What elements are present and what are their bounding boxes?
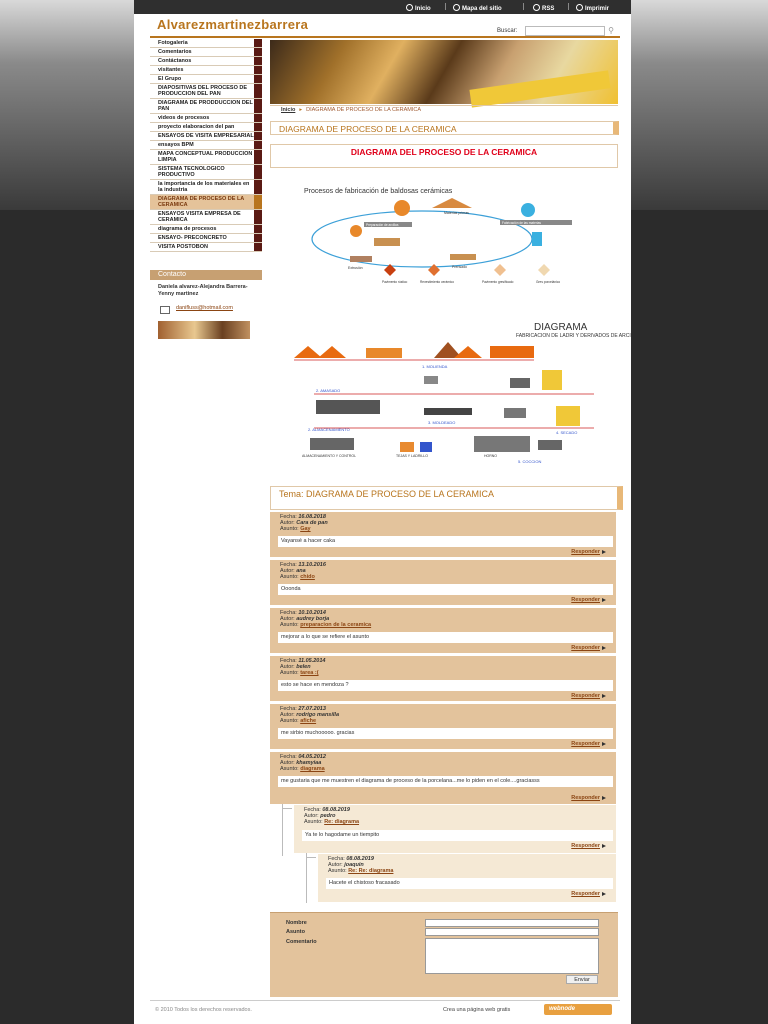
sidebar-item-active[interactable]: DIAGRAMA DE PROCESO DE LA CERAMICA (150, 195, 262, 210)
page-title: DIAGRAMA DE PROCESO DE LA CERAMICA (279, 124, 457, 134)
reply-button[interactable]: Responder (571, 597, 606, 603)
contact-header: Contacto (150, 270, 262, 280)
breadcrumb: Inicio ▸ DIAGRAMA DE PROCESO DE LA CERAMICA (281, 107, 422, 113)
sidebar-item[interactable]: Contáctanos (150, 57, 262, 66)
sidebar-item[interactable]: videos de procesos (150, 114, 262, 123)
webnode-button[interactable]: webnode (544, 1004, 612, 1015)
search-icon[interactable]: ⚲ (608, 26, 614, 35)
sidebar-item[interactable]: ENSAYOS DE VISITA EMPRESARIAL (150, 132, 262, 141)
svg-text:5. COCCION: 5. COCCION (518, 459, 542, 464)
sidebar-item[interactable]: visitantes (150, 66, 262, 75)
comment-subject-link[interactable]: tarea :( (300, 670, 319, 677)
top-link-inicio[interactable]: Inicio (406, 4, 431, 12)
reply-button[interactable]: Responder (571, 645, 606, 651)
name-input[interactable] (425, 919, 599, 927)
comment: Fecha: 11.05.2014 Autor: belen Asunto: tarea :( esto se hace en mendoza ? Responder (270, 656, 616, 701)
sidebar-item[interactable]: SISTEMA TECNOLOGICO PRODUCTIVO (150, 165, 262, 180)
comment-subject-link[interactable]: Re: Re: diagrama (348, 868, 394, 875)
home-icon (406, 4, 413, 11)
sidebar-item[interactable]: Comentarios (150, 48, 262, 57)
name-label: Nombre (286, 920, 307, 926)
reply-button[interactable]: Responder (571, 795, 606, 801)
search-input[interactable] (525, 26, 605, 36)
comment-body: me sirbio muchooooo. gracias (278, 728, 613, 739)
comment: Fecha: 10.10.2014 Autor: audrey borja Asunto: preparacion de la ceramica mejorar a lo que se refiere el asunto Responder (270, 608, 616, 653)
sidebar-item[interactable]: DIAPOSITIVAS DEL PROCESO DE PRODUCCION DEL PAN (150, 84, 262, 99)
svg-text:FABRICACION DE LADRI Y DERIVAD: FABRICACION DE LADRI Y DERIVADOS DE ARCI (516, 333, 631, 339)
reply-button[interactable]: Responder (571, 549, 606, 555)
contact-name: Daniela alvarez-Alejandra Barrera-Yenny martinez (158, 284, 248, 297)
comment-body: esto se hace en mendoza ? (278, 680, 613, 691)
breadcrumb-current: DIAGRAMA DE PROCESO DE LA CERAMICA (306, 107, 422, 113)
sidebar-item[interactable]: diagrama de procesos (150, 225, 262, 234)
comment-form (270, 912, 618, 997)
brick-manufacturing-diagram (294, 320, 631, 468)
comment-subject-link[interactable]: diagrama (300, 766, 325, 773)
comment-body: mejorar a lo que se refiere el asunto (278, 632, 613, 643)
svg-text:TEJAS Y LADRILLO: TEJAS Y LADRILLO (396, 454, 428, 458)
svg-text:3. MOLDEADO: 3. MOLDEADO (428, 420, 456, 425)
comment-body: me gustaria que me muestren el diagrama de proceso de la porcelana...me lo piden en el cole....graciasss (278, 776, 613, 787)
diagram2-title: DIAGRAMA (534, 322, 588, 333)
svg-text:Revestimiento cerámico: Revestimiento cerámico (420, 280, 455, 284)
svg-text:Extrusión: Extrusión (348, 266, 363, 270)
page-title-box (270, 121, 619, 135)
reply-button[interactable]: Responder (571, 693, 606, 699)
mail-icon (160, 306, 170, 314)
svg-text:2. AMASADO: 2. AMASADO (316, 388, 341, 393)
reply-button[interactable]: Responder (571, 891, 606, 897)
send-button[interactable]: Enviar (566, 975, 598, 984)
svg-text:4. SECADO: 4. SECADO (556, 430, 578, 435)
comment: Fecha: 16.08.2018 Autor: Cara de pan Asunto: Gay Vayansé a hacer caka Responder (270, 512, 616, 557)
svg-text:Pavimento rústico: Pavimento rústico (382, 280, 408, 284)
comment-body: Hacete el chistoso fracasado (326, 878, 613, 889)
top-bar (134, 0, 631, 14)
sidebar-item[interactable]: la importancia de los materiales en la industria (150, 180, 262, 195)
sidebar-item[interactable]: VISITA POSTOBON (150, 243, 262, 252)
svg-text:1. MOLIENDA: 1. MOLIENDA (422, 364, 448, 369)
comment-subject-link[interactable]: afiche (300, 718, 317, 725)
rss-icon (533, 4, 540, 11)
sidebar-item[interactable]: ENSAYOS VISITA EMPRESA DE CERAMICA (150, 210, 262, 225)
top-link-imprimir[interactable]: Imprimir (576, 4, 609, 12)
subject-input[interactable] (425, 928, 599, 936)
reply-button[interactable]: Responder (571, 843, 606, 849)
print-icon (576, 4, 583, 11)
sidebar-item[interactable]: proyecto elaboracion del pan (150, 123, 262, 132)
svg-text:HORNO: HORNO (484, 454, 498, 458)
comment-subject-link[interactable]: chido (300, 574, 315, 581)
content-heading-box (270, 144, 618, 168)
top-link-rss[interactable]: RSS (533, 4, 554, 12)
svg-text:ALMACENAMIENTO Y CONTROL: ALMACENAMIENTO Y CONTROL (302, 454, 357, 458)
contact-email-link[interactable]: danifluss@hotmail.com (176, 305, 233, 311)
sidebar-item[interactable]: ensayos BPM (150, 141, 262, 150)
svg-text:Fabricación de las materias: Fabricación de las materias (502, 221, 541, 225)
sidebar-item[interactable]: MAPA CONCEPTUAL PRODUCCION LIMPIA (150, 150, 262, 165)
top-link-mapa[interactable]: Mapa del sitio (453, 4, 502, 12)
comment-body: Ya te lo hagodame un tiempito (302, 830, 613, 841)
sitemap-icon (453, 4, 460, 11)
breadcrumb-home[interactable]: Inicio (281, 107, 296, 113)
sidebar-item[interactable]: DIAGRAMA DE PRODDUCCION DEL PAN (150, 99, 262, 114)
comment-label: Comentario (286, 939, 317, 945)
reply-button[interactable]: Responder (571, 741, 606, 747)
comment: Fecha: 04.05.2012 Autor: khamyiaa Asunto: diagrama me gustaria que me muestren el diagrama de proceso de la porcelana...me lo piden en el cole....graciasss Responder (270, 752, 616, 804)
svg-text:Preparación de arcillas: Preparación de arcillas (366, 223, 399, 227)
comment: Fecha: 13.10.2016 Autor: ana Asunto: chido Ooonda Responder (270, 560, 616, 605)
diagram1-title: Procesos de fabricación de baldosas cerámicas (304, 188, 453, 195)
svg-text:Pavimento gresificado: Pavimento gresificado (482, 280, 514, 284)
sidebar-item[interactable]: El Grupo (150, 75, 262, 84)
svg-text:2. ALMACENAMIENTO: 2. ALMACENAMIENTO (308, 427, 350, 432)
search-label: Buscar: (497, 28, 518, 34)
svg-text:Prensado: Prensado (452, 265, 467, 269)
sidebar-item[interactable]: Fotogaleria (150, 39, 262, 48)
comment-textarea[interactable] (425, 938, 599, 974)
comment-subject-link[interactable]: Gay (300, 526, 311, 533)
webnode-promo-text[interactable]: Crea una página web gratis (443, 1007, 511, 1013)
comment-body: Ooonda (278, 584, 613, 595)
header-banner-image (270, 40, 618, 104)
sidebar-image (158, 321, 250, 339)
comment-subject-link[interactable]: Re: diagrama (324, 819, 360, 826)
site-title[interactable]: Alvarezmartinezbarrera (157, 17, 309, 32)
sidebar-nav (150, 39, 262, 252)
copyright: © 2010 Todos los derechos reservados. (155, 1007, 252, 1013)
comments-topic-header: Tema: DIAGRAMA DE PROCESO DE LA CERAMICA (270, 486, 623, 510)
comment-subject-link[interactable]: preparacion de la ceramica (300, 622, 372, 629)
comment: Fecha: 27.07.2013 Autor: rodrigo mansilla Asunto: afiche me sirbio muchooooo. gracias Responder (270, 704, 616, 749)
content-heading: DIAGRAMA DEL PROCESO DE LA CERAMICA (350, 147, 538, 157)
svg-text:Gres porcelánico: Gres porcelánico (536, 280, 561, 284)
sidebar-item[interactable]: ENSAYO- PRECONCRETO (150, 234, 262, 243)
ceramic-tiles-process-diagram (292, 184, 582, 296)
comment-reply: Fecha: 08.08.2019 Autor: joaquin Asunto: Re: Re: diagrama Hacete el chistoso fracasado Responder (318, 854, 616, 902)
subject-label: Asunto (286, 929, 305, 935)
comment-reply: Fecha: 08.08.2019 Autor: pedro Asunto: Re: diagrama Ya te lo hagodame un tiempito Responder (294, 805, 616, 853)
svg-text:Materias primas: Materias primas (444, 211, 469, 215)
comment-body: Vayansé a hacer caka (278, 536, 613, 547)
